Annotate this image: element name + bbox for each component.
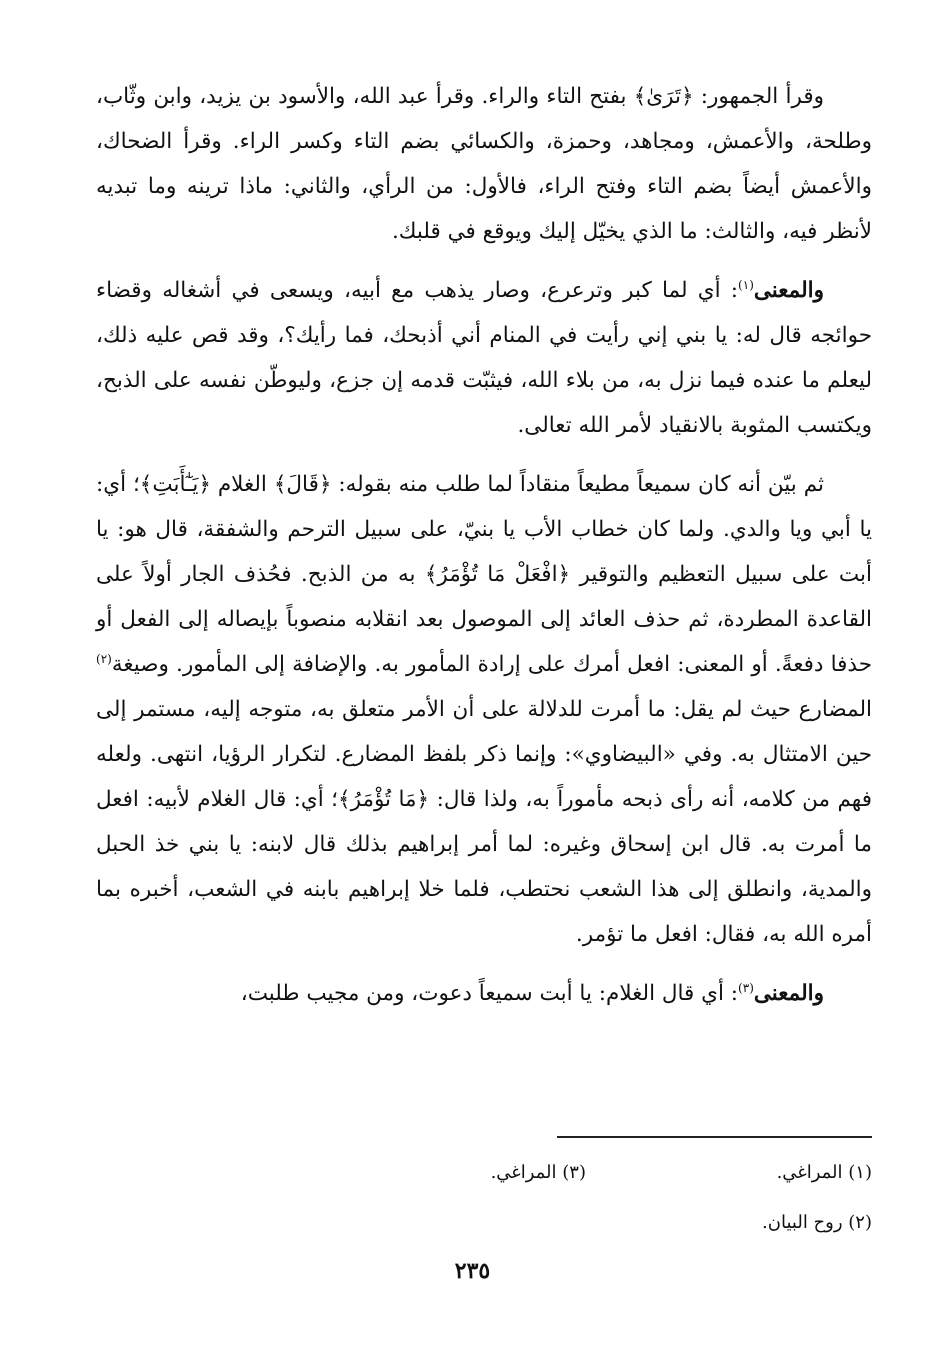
footnote-ref-2: (٢) — [96, 651, 112, 666]
footnotes — [300, 1148, 872, 1248]
page-body — [96, 74, 872, 1016]
paragraph-3-text-b: المضارع حيث لم يقل: ما أمرت للدلالة على أن الأمر متعلق به، متوجه إليه، مستمر إلى حين الامتثال به. وفي «البيضاوي»: وإنما ذكر بلفظ المضارع. لتكرار الرؤيا، انتهى. ولعله فهم من كلامه، أنه رأى ذبحه مأموراً به، ولذا قال: ﴿مَا تُؤْمَرُ﴾؛ أي: قال الغلام لأبيه: افعل ما أمرت به. قال ابن إسحاق وغيره: لما أمر إبراهيم بذلك قال لابنه: يا بني خذ الحبل والمدية، وانطلق إلى هذا الشعب نحتطب، فلما خلا إبراهيم بابنه في الشعب، أخبره بما أمره الله به، فقال: افعل ما تؤمر. — [96, 697, 872, 947]
footnote-3: (٣) المراغي. — [490, 1162, 586, 1183]
footnote-ref-3: (٣) — [738, 980, 754, 995]
footnote-row-2 — [300, 1198, 872, 1248]
footnote-ref-1: (١) — [738, 277, 754, 292]
paragraph-2-lead: والمعنى — [753, 278, 824, 303]
paragraph-4 — [96, 971, 872, 1016]
paragraph-3 — [96, 462, 872, 957]
paragraph-2 — [96, 268, 872, 448]
footnote-2: (٢) روح البيان. — [762, 1212, 872, 1233]
paragraph-4-lead: والمعنى — [753, 981, 824, 1006]
footnote-row-1 — [300, 1148, 872, 1198]
page-number: ٢٣٥ — [454, 1258, 491, 1284]
paragraph-1 — [96, 74, 872, 254]
paragraph-1-text: وقرأ الجمهور: ﴿تَرَىٰ﴾ بفتح التاء والراء. وقرأ عبد الله، والأسود بن يزيد، وابن وثّاب، وطلحة، والأعمش، ومجاهد، وحمزة، والكسائي بضم التاء وكسر الراء. وقرأ الضحاك، والأعمش أيضاً بضم التاء وفتح الراء، فالأول: من الرأي، والثاني: ماذا ترينه وما تبديه لأنظر فيه، والثالث: ما الذي يخيّل إليك ويوقع في قلبك. — [96, 84, 872, 244]
paragraph-4-text: : أي قال الغلام: يا أبت سميعاً دعوت، ومن مجيب طلبت، — [240, 981, 739, 1006]
footnote-1: (١) المراغي. — [776, 1162, 872, 1183]
paragraph-3-text-a: ثم بيّن أنه كان سميعاً مطيعاً منقاداً لما طلب منه بقوله: ﴿قَالَ﴾ الغلام ﴿يَـٰٓأَبَتِ﴾؛ أي: يا أبي ويا والدي. ولما كان خطاب الأب يا بنيّ، على سبيل الترحم والشفقة، قال هو: يا أبت على سبيل التعظيم والتوقير ﴿افْعَلْ مَا تُؤْمَرُ﴾ به من الذبح. فحُذف الجار أولاً على القاعدة المطردة، ثم حذف العائد إلى الموصول بعد انقلابه منصوباً بإيصاله إلى الفعل أو حذفا دفعةً. أو المعنى: افعل أمرك على إرادة المأمور به. والإضافة إلى المأمور. وصيغة — [96, 472, 872, 677]
paragraph-2-text: : أي لما كبر وترعرع، وصار يذهب مع أبيه، ويسعى في أشغاله وقضاء حوائجه قال له: يا بني إني رأيت في المنام أني أذبحك، فما رأيك؟، وقد قص عليه ذلك، ليعلم ما عنده فيما نزل به، من بلاء الله، فيثبّت قدمه إن جزع، وليوطّن نفسه على الذبح، ويكتسب المثوبة بالانقياد لأمر الله تعالى. — [96, 278, 872, 438]
footnote-separator — [557, 1136, 872, 1138]
